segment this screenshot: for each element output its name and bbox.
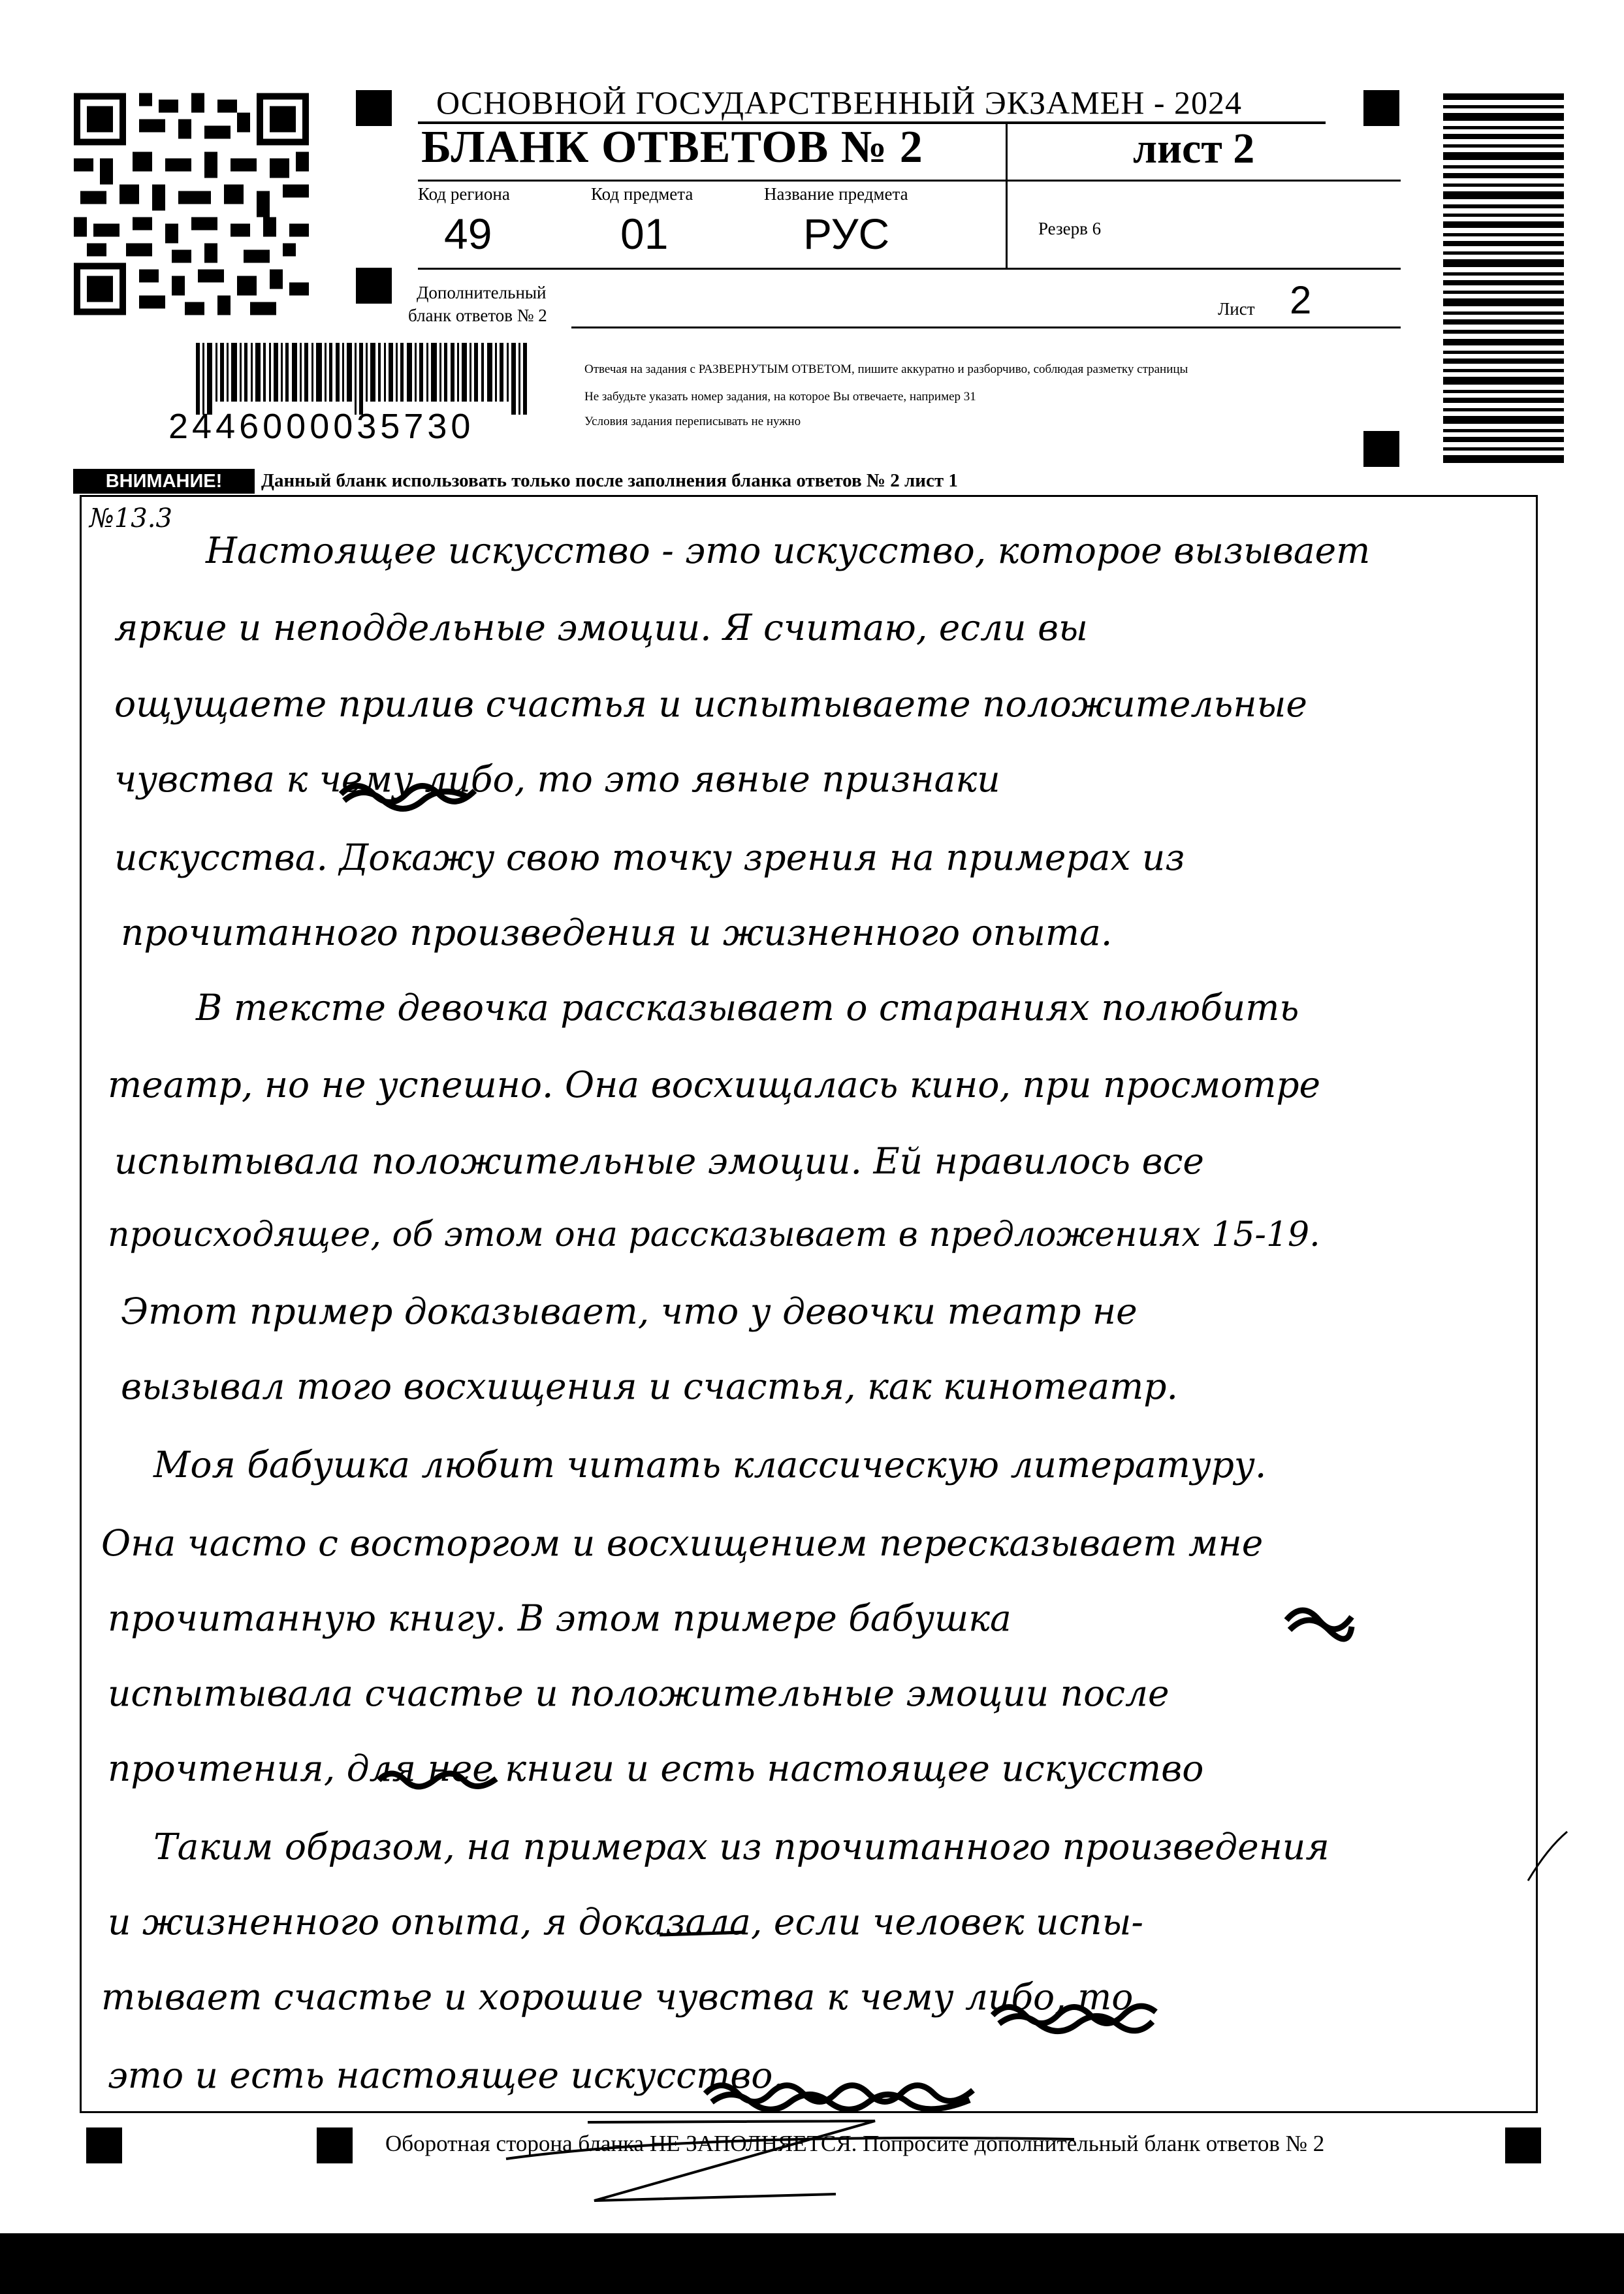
answer-line: Таким образом, на примерах из прочитанного произведения bbox=[153, 1826, 1329, 1868]
answer-line: Она часто с восторгом и восхищением пересказывает мне bbox=[101, 1522, 1264, 1564]
answer-line: это и есть настоящее искусство. bbox=[108, 2054, 784, 2096]
footer-note: Оборотная сторона бланка НЕ ЗАПОЛНЯЕТСЯ. Попросите дополнительный бланк ответов № 2 bbox=[385, 2131, 1325, 2156]
answer-line: Моя бабушка любит читать классическую литературу. bbox=[153, 1444, 1267, 1486]
subject-name: РУС bbox=[803, 210, 890, 258]
additional-label: бланк ответов № 2 bbox=[408, 306, 547, 325]
answer-line: искусства. Докажу свою точку зрения на примерах из bbox=[114, 836, 1185, 878]
instruction-line: Условия задания переписывать не нужно bbox=[584, 415, 801, 428]
header-divider bbox=[418, 180, 1401, 182]
strikethrough-scribble bbox=[702, 2071, 976, 2110]
answer-line: прочитанную книгу. В этом примере бабушка bbox=[108, 1597, 1011, 1639]
header-divider bbox=[418, 268, 1401, 270]
alignment-marker bbox=[317, 2127, 353, 2163]
warning-text: Данный бланк использовать только после заполнения бланка ответов № 2 лист 1 bbox=[261, 470, 958, 491]
sheet-number: 2 bbox=[1290, 278, 1312, 322]
subject-name-label: Название предмета bbox=[764, 184, 908, 204]
barcode bbox=[196, 343, 535, 415]
alignment-marker bbox=[356, 268, 392, 304]
margin-mark bbox=[1521, 1828, 1574, 1900]
instruction-line: Не забудьте указать номер задания, на которое Вы отвечаете, например 31 bbox=[584, 390, 976, 404]
warning-badge: ВНИМАНИЕ! bbox=[73, 469, 255, 494]
qr-code bbox=[74, 91, 309, 317]
answer-line: прочтения, для нее книги и есть настоящее искусство bbox=[108, 1747, 1204, 1789]
answer-line: чувства к чему либо, то это явные признаки bbox=[114, 758, 1000, 800]
form-title: БЛАНК ОТВЕТОВ № 2 bbox=[421, 122, 923, 172]
subject-code: 01 bbox=[620, 210, 669, 258]
answer-line: ощущаете прилив счастья и испытываете положительные bbox=[114, 683, 1307, 725]
answer-line: Этот пример доказывает, что у девочки театр не bbox=[121, 1290, 1138, 1332]
answer-line: Настоящее искусство - это искусство, которое вызывает bbox=[206, 530, 1371, 571]
strikethrough-scribble bbox=[338, 771, 481, 810]
instruction-line: Отвечая на задания с РАЗВЕРНУТЫМ ОТВЕТОМ, пишите аккуратно и разборчиво, соблюдая разметку страницы bbox=[584, 362, 1188, 376]
region-code-label: Код региона bbox=[418, 184, 510, 204]
sheet-label: Лист bbox=[1218, 299, 1255, 319]
answer-line: происходящее, об этом она рассказывает в предложениях 15-19. bbox=[108, 1215, 1320, 1254]
answer-line: тывает счастье и хорошие чувства к чему либо, то bbox=[101, 1976, 1134, 2018]
answer-line: В тексте девочка рассказывает о стараниях полюбить bbox=[196, 987, 1299, 1028]
header-divider bbox=[571, 327, 1401, 328]
task-number: №13.3 bbox=[89, 503, 172, 534]
strikethrough-scribble bbox=[1283, 1594, 1355, 1640]
scan-edge bbox=[0, 2233, 1624, 2294]
barcode-number: 2446000035730 bbox=[168, 407, 475, 446]
strikethrough-scribble bbox=[656, 1920, 748, 1947]
answer-line: вызывал того восхищения и счастья, как кинотеатр. bbox=[121, 1365, 1178, 1407]
alignment-marker bbox=[1363, 90, 1399, 126]
answer-line: испытывала счастье и положительные эмоции после bbox=[108, 1672, 1170, 1714]
exam-title: ОСНОВНОЙ ГОСУДАРСТВЕННЫЙ ЭКЗАМЕН - 2024 bbox=[436, 84, 1242, 121]
subject-code-label: Код предмета bbox=[591, 184, 693, 204]
header-divider bbox=[1006, 124, 1008, 268]
alignment-marker bbox=[356, 90, 392, 126]
answer-line: театр, но не успешно. Она восхищалась кино, при просмотре bbox=[108, 1064, 1321, 1106]
alignment-marker bbox=[1505, 2127, 1541, 2163]
side-barcode bbox=[1443, 93, 1564, 466]
reserve-label: Резерв 6 bbox=[1038, 219, 1102, 238]
region-code: 49 bbox=[444, 210, 492, 258]
answer-line: яркие и неподдельные эмоции. Я считаю, если вы bbox=[114, 607, 1088, 648]
alignment-marker bbox=[86, 2127, 122, 2163]
strikethrough-scribble bbox=[375, 1760, 500, 1793]
strikethrough-scribble bbox=[989, 1992, 1159, 2031]
additional-label: Дополнительный bbox=[417, 283, 547, 302]
answer-line: и жизненного опыта, я доказала, если человек испы- bbox=[108, 1901, 1143, 1943]
answer-area[interactable] bbox=[80, 495, 1538, 2113]
answer-line: прочитанного произведения и жизненного опыта. bbox=[121, 912, 1113, 953]
alignment-marker bbox=[1363, 431, 1399, 467]
sheet-title: лист 2 bbox=[1133, 125, 1255, 172]
answer-line: испытывала положительные эмоции. Ей нравилось все bbox=[114, 1140, 1204, 1182]
